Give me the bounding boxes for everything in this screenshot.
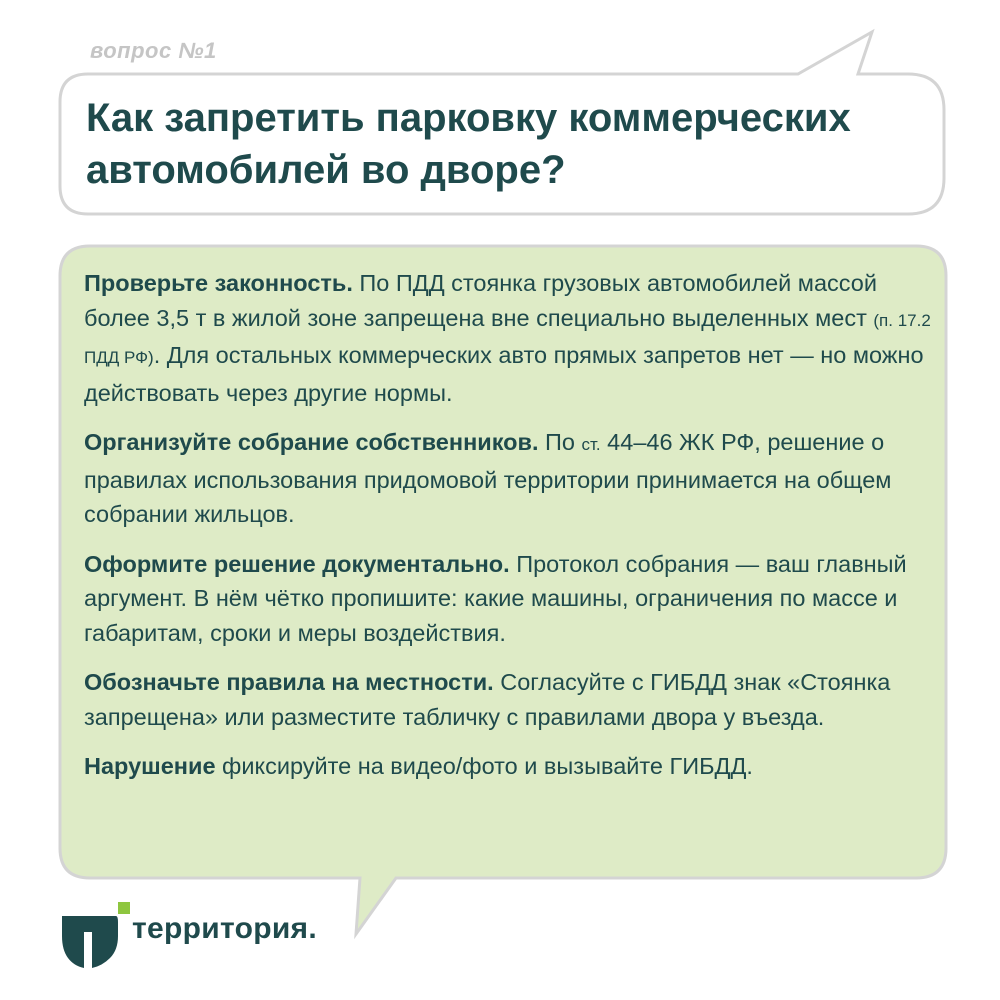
answer-paragraph-1 (84, 266, 934, 410)
answer-text (84, 266, 934, 799)
answer-paragraph-1-text: По ПДД стоянка грузовых автомобилей массой более 3,5 т в жилой зоне запрещена вне специально выделенных мест (84, 270, 877, 331)
logo-accent-square (118, 902, 130, 914)
answer-paragraph-3-text: Протокол собрания — ваш главный аргумент. В нём чётко пропишите: какие машины, ограничения по массе и габаритам, сроки и меры воздействия. (84, 550, 907, 646)
answer-paragraph-5 (84, 749, 934, 784)
answer-paragraph-5-bold: Нарушение (84, 753, 216, 779)
answer-paragraph-2 (84, 425, 934, 532)
answer-paragraph-2-ref: ст. (581, 435, 601, 454)
answer-paragraph-1-text-2: . Для остальных коммерческих авто прямых запретов нет — но можно действовать через другие нормы. (84, 342, 924, 406)
answer-paragraph-2-text: По (538, 429, 582, 455)
answer-paragraph-2-bold: Организуйте собрание собственников. (84, 429, 539, 455)
answer-paragraph-4 (84, 665, 934, 734)
answer-paragraph-2-text-2: 44–46 ЖК РФ, решение о правилах использования придомовой территории принимается на общем собрании жильцов. (84, 429, 892, 527)
answer-paragraph-4-bold: Обозначьте правила на местности. (84, 669, 494, 695)
answer-paragraph-3-bold: Оформите решение документально. (84, 550, 510, 577)
logo-text: территория. (132, 912, 317, 945)
territoriya-logo-icon (60, 902, 132, 972)
answer-paragraph-3 (84, 547, 934, 651)
answer-paragraph-1-ref: (п. 17.2 ПДД РФ) (84, 310, 931, 367)
answer-paragraph-1-bold: Проверьте законность. (84, 270, 353, 296)
question-label: вопрос №1 (90, 38, 217, 63)
question-title: Как запретить парковку коммерческих автомобилей во дворе? (86, 96, 851, 192)
answer-paragraph-5-text: фиксируйте на видео/фото и вызывайте ГИБДД. (215, 753, 753, 779)
logo-t-shape (62, 916, 118, 968)
answer-paragraph-4-text: Согласуйте с ГИБДД знак «Стоянка запрещена» или разместите табличку с правилами двора у въезда. (84, 669, 891, 730)
